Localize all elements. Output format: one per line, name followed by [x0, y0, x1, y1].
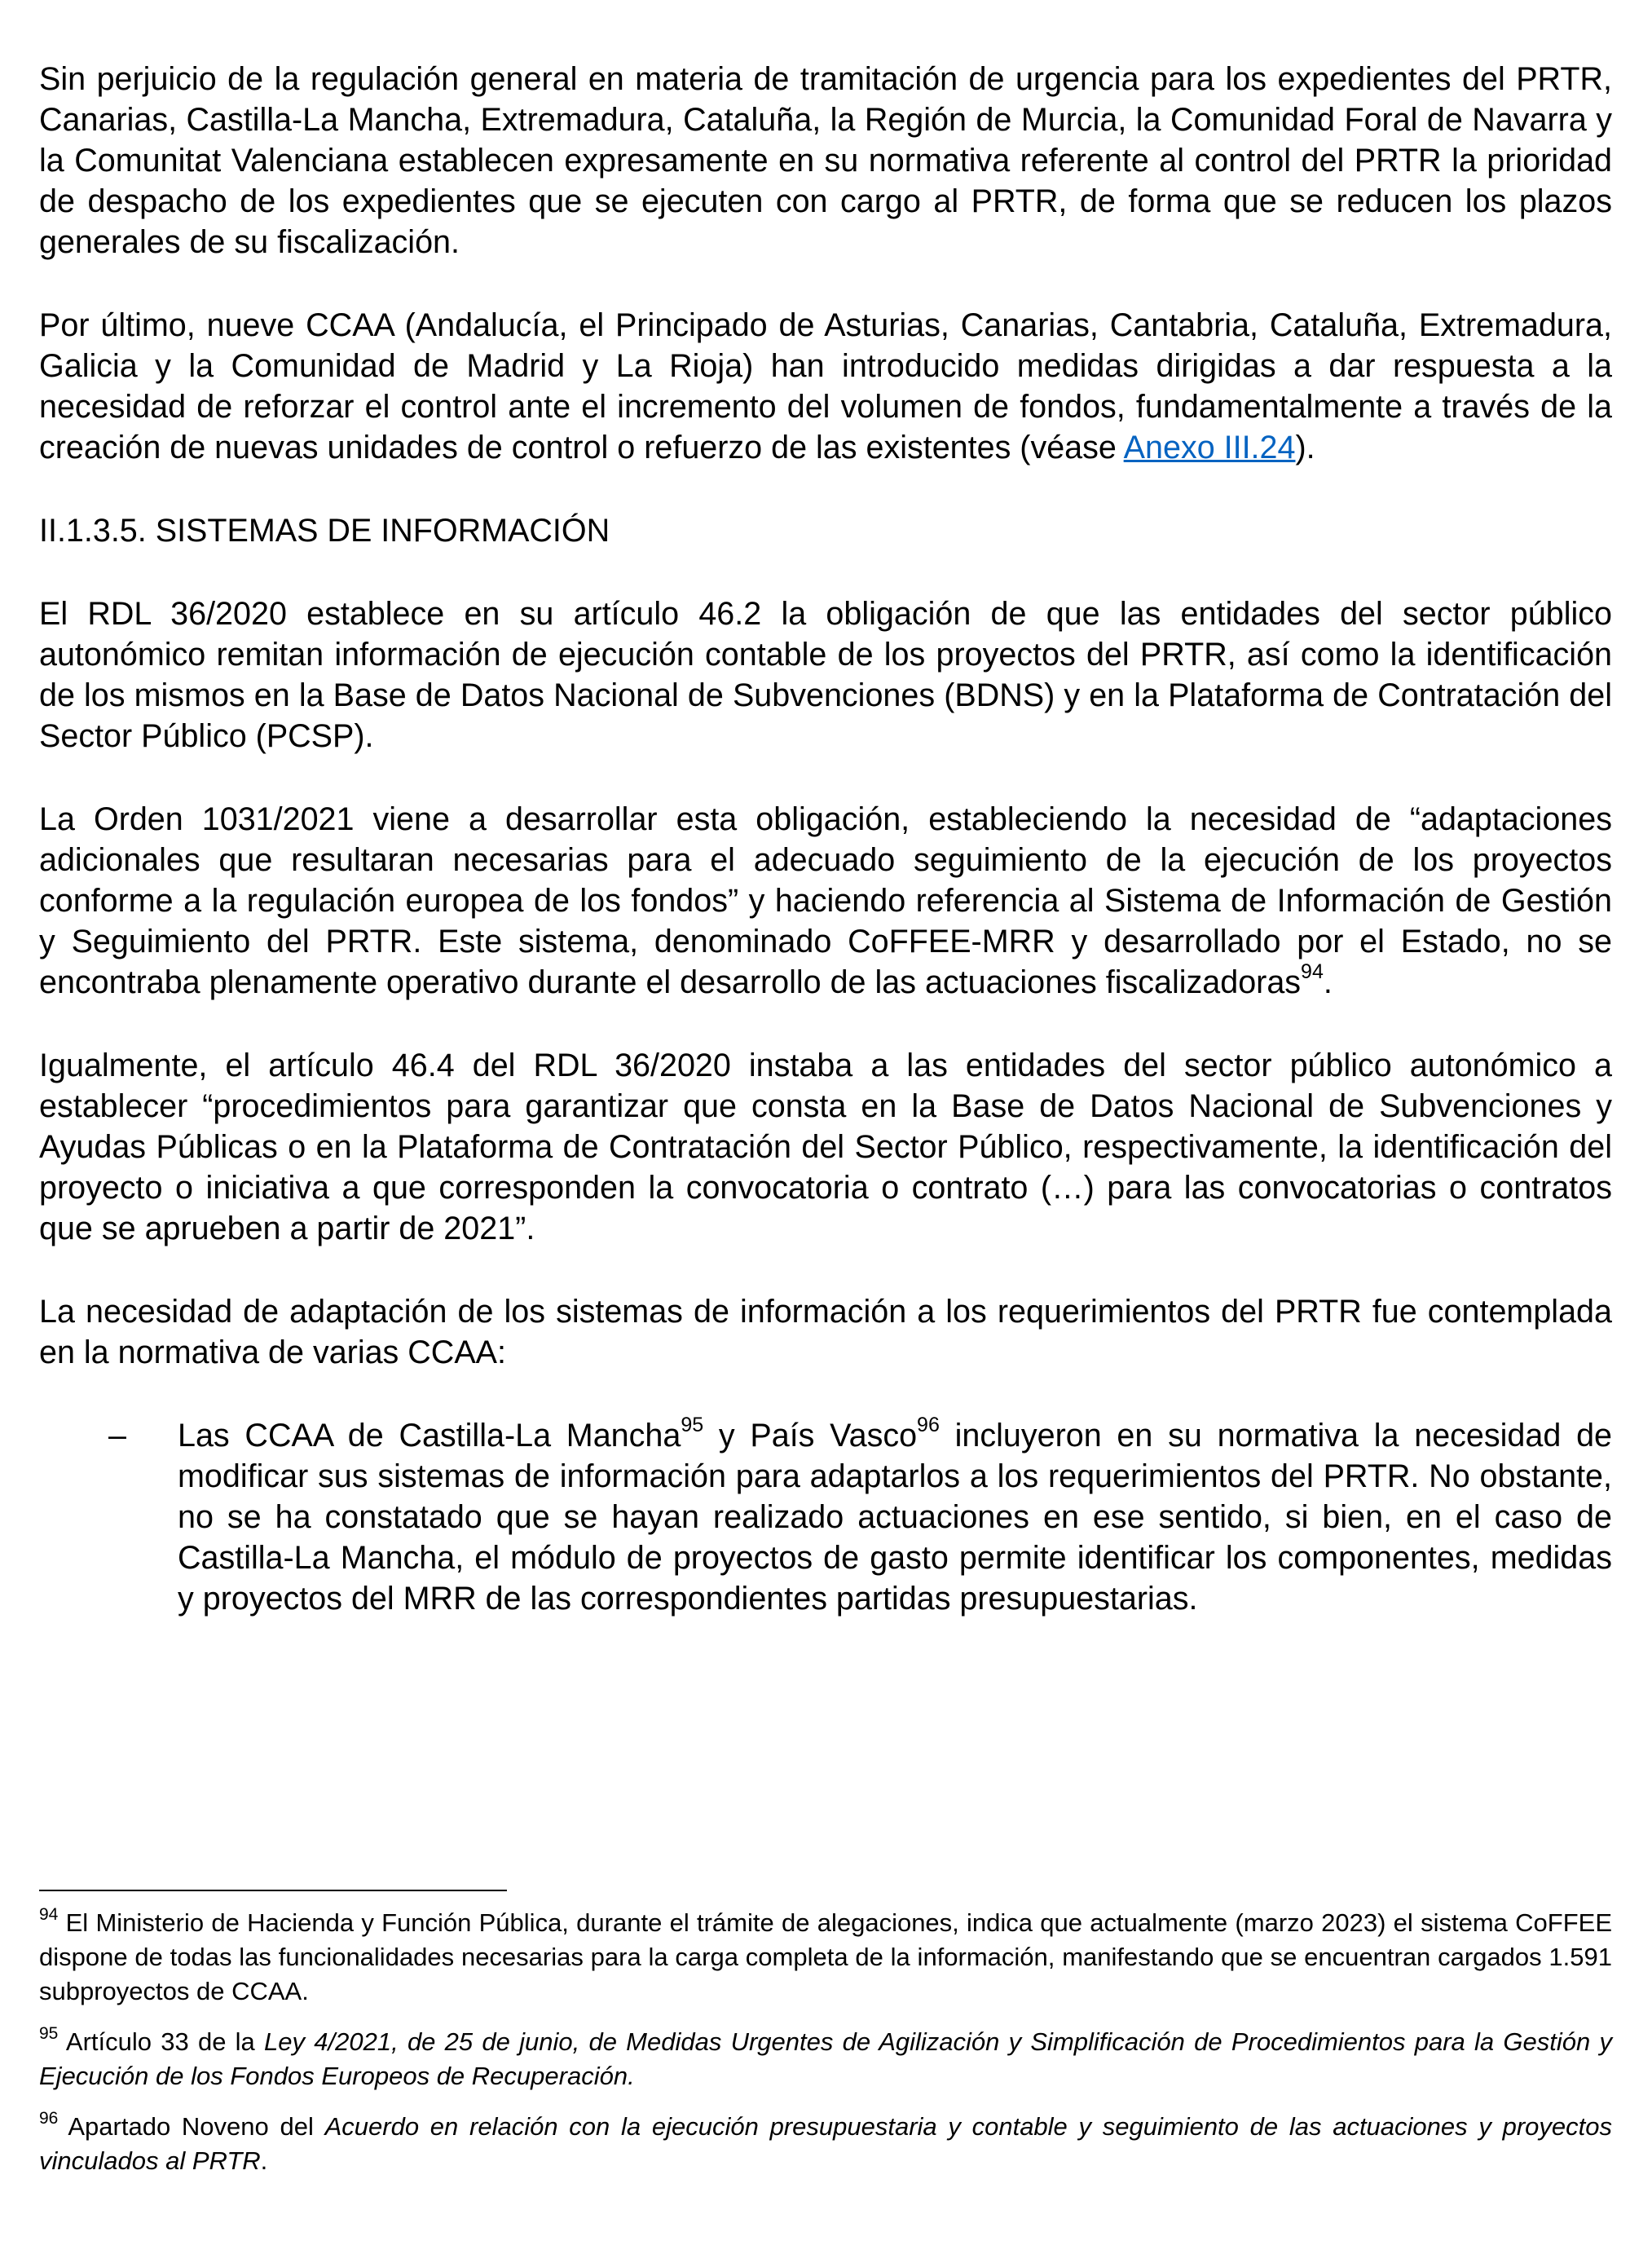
footnote-95 [39, 2025, 1612, 2093]
footnote-text-end: . [260, 2146, 268, 2175]
footnotes [39, 1906, 1612, 2195]
page-body [39, 59, 1612, 1619]
footnote-96 [39, 2110, 1612, 2178]
footnote-number: 96 [39, 2108, 59, 2128]
footnote-ref-94[interactable]: 94 [1301, 959, 1324, 983]
paragraph-text-end: . [1323, 964, 1333, 1000]
footnote-ref-95[interactable]: 95 [681, 1413, 704, 1436]
section-heading: II.1.3.5. SISTEMAS DE INFORMACIÓN [39, 513, 610, 549]
annex-link[interactable]: Anexo III.24 [1123, 430, 1296, 465]
list-item [39, 1415, 1612, 1619]
footnote-number: 94 [39, 1904, 59, 1924]
paragraph-text: Por último, nueve CCAA (Andalucía, el Principado de Asturias, Canarias, Cantabria, Cataluña, Extremadura, Galicia y la Comunidad de Madrid y La Rioja) han introducido medidas dirigidas a dar respuesta a la necesidad de reforzar el control ante el incremento del volumen de fondos, fundamentalmente a través de la creación de nuevas unidades de control o refuerzo de las existentes (véase [39, 307, 1612, 465]
footnote-text: El Ministerio de Hacienda y Función Pública, durante el trámite de alegaciones, indica que actualmente (marzo 2023) el sistema CoFFEE dispone de todas las funcionalidades necesarias para la carga completa de la información, manifestando que se encuentran cargados 1.591 subproyectos de CCAA. [39, 1908, 1612, 2005]
list-item-text: incluyeron en su normativa la necesidad de modificar sus sistemas de información para adaptarlos a los requerimientos del PRTR. No obstante, no se ha constatado que se hayan realizado actuaciones en ese sentido, si bien, en el caso de Castilla-La Mancha, el módulo de proyectos de gasto permite identificar los componentes, medidas y proyectos del MRR de las correspondientes partidas presupuestarias. [178, 1418, 1613, 1617]
list-item-text: y País Vasco [703, 1418, 918, 1454]
footnote-number: 95 [39, 2023, 59, 2043]
footnote-italic-text: Acuerdo en relación con la ejecución presupuestaria y contable y seguimiento de las actuaciones y proyectos vinculados al PRTR [39, 2112, 1613, 2175]
list-item-text: Las CCAA de Castilla-La Mancha [178, 1418, 681, 1454]
paragraph-control-reinforcement [39, 305, 1612, 468]
paragraph-urgent-processing: Sin perjuicio de la regulación general en materia de tramitación de urgencia para los expedientes del PRTR, Canarias, Castilla-La Mancha, Extremadura, Cataluña, la Región de Murcia, la Comunidad Foral de Navarra y la Comunitat Valenciana establecen expresamente en su normativa referente al control del PRTR la prioridad de despacho de los expedientes que se ejecuten con cargo al PRTR, de forma que se reducen los plazos generales de su fiscalización. [39, 61, 1612, 260]
paragraph-text-end: ). [1295, 430, 1315, 465]
footnote-separator [39, 1890, 507, 1891]
paragraph-orden-1031 [39, 799, 1612, 1003]
footnote-94 [39, 1906, 1612, 2009]
footnote-italic-text: Ley 4/2021, de 25 de junio, de Medidas Urgentes de Agilización y Simplificación de Procedimientos para la Gestión y Ejecución de los Fondos Europeos de Recuperación. [39, 2027, 1612, 2090]
footnote-ref-96[interactable]: 96 [917, 1413, 940, 1436]
paragraph-text: La Orden 1031/2021 viene a desarrollar esta obligación, estableciendo la necesidad de “adaptaciones adicionales que resultaran necesarias para el adecuado seguimiento de la ejecución de los proyectos conforme a la regulación europea de los fondos” y haciendo referencia al Sistema de Información de Gestión y Seguimiento del PRTR. Este sistema, denominado CoFFEE-MRR y desarrollado por el Estado, no se encontraba plenamente operativo durante el desarrollo de las actuaciones fiscalizadoras [39, 801, 1612, 1000]
paragraph-rdl-46-4: Igualmente, el artículo 46.4 del RDL 36/2020 instaba a las entidades del sector público autonómico a establecer “procedimientos para garantizar que consta en la Base de Datos Nacional de Subvenciones y Ayudas Públicas o en la Plataforma de Contratación del Sector Público, respectivamente, la identificación del proyecto o iniciativa a que corresponden la convocatoria o contrato (…) para las convocatorias o contratos que se aprueben a partir de 2021”. [39, 1048, 1612, 1246]
footnote-text: Artículo 33 de la [58, 2027, 265, 2056]
paragraph-adaptation-need: La necesidad de adaptación de los sistemas de información a los requerimientos del PRTR fue contemplada en la normativa de varias CCAA: [39, 1294, 1612, 1370]
dash-bullet: – [108, 1418, 126, 1454]
paragraph-rdl-obligation: El RDL 36/2020 establece en su artículo 46.2 la obligación de que las entidades del sector público autonómico remitan información de ejecución contable de los proyectos del PRTR, así como la identificación de los mismos en la Base de Datos Nacional de Subvenciones (BDNS) y en la Plataforma de Contratación del Sector Público (PCSP). [39, 596, 1612, 754]
footnote-text: Apartado Noveno del [58, 2112, 325, 2141]
